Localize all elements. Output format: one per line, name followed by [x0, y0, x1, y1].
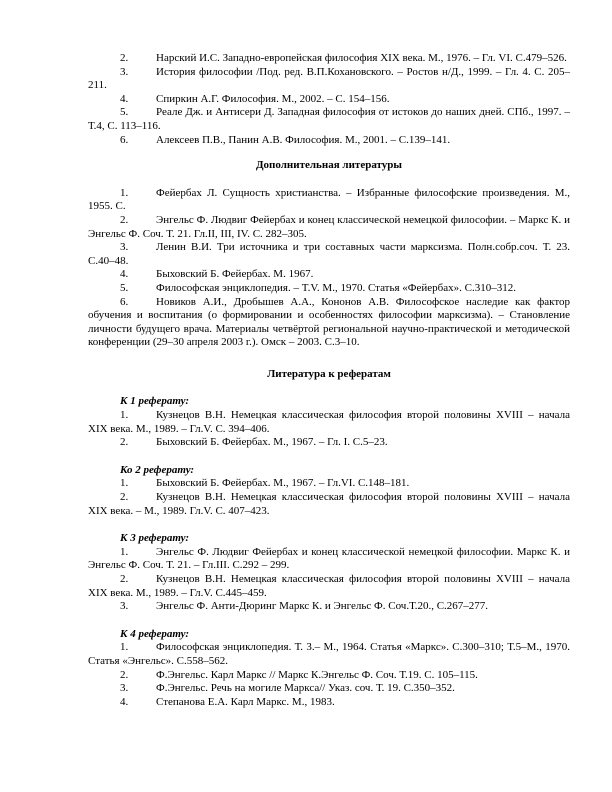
item-number: 5.	[120, 106, 129, 119]
list-item	[88, 573, 570, 600]
item-text: Нарский И.С. Западно-европейская философия XIX века. М., 1976. – Гл. VI. С.479–526.	[156, 52, 567, 64]
item-text: Быховский Б. Фейербах. М. 1967.	[156, 268, 314, 281]
item-text: Энгельс Ф. Людвиг Фейербах и конец классической немецкой философии. – Маркс К. и Энгельс Ф. Соч. Т. 21. Гл.II, III, IV. С. 282–305.	[88, 213, 570, 240]
report-group-title: К 1 реферату:	[120, 395, 190, 408]
item-number: 3.	[120, 600, 129, 613]
item-text: Реале Дж. и Антисери Д. Западная философия от истоков до наших дней. СПб., 1997. – Т.4, С. 113–116.	[88, 106, 570, 132]
list-item	[88, 491, 570, 518]
item-number: 2.	[120, 491, 129, 504]
item-text: Спиркин А.Г. Философия. М., 2002. – С. 154–156.	[156, 92, 390, 105]
item-text: История философии /Под. ред. В.П.Кохановского. – Ростов н/Д., 1999. – Гл. 4. С. 205–211.	[88, 65, 570, 92]
item-text: Алексеев П.В., Панин А.В. Философия. М., 2001. – С.139–141.	[156, 133, 451, 146]
list-item	[88, 187, 570, 214]
item-number: 2.	[120, 213, 129, 226]
document-page	[88, 52, 570, 709]
list-item	[88, 296, 570, 350]
list-item	[88, 268, 570, 282]
list-item	[88, 106, 570, 133]
list-item	[88, 696, 570, 710]
item-number: 3.	[120, 241, 129, 254]
reports-literature-heading: Литература к рефератам	[267, 367, 391, 380]
list-item	[88, 409, 570, 436]
report-group-3	[88, 532, 570, 614]
item-number: 2.	[120, 52, 129, 64]
item-number: 1.	[120, 186, 129, 199]
item-text: Кузнецов В.Н. Немецкая классическая философия второй половины XVIII – начала XIX века. М., 1989. – Гл.V. С.445–459.	[88, 573, 570, 599]
item-number: 1.	[120, 545, 129, 558]
list-item	[88, 66, 570, 93]
item-text: Кузнецов В.Н. Немецкая классическая философия второй половины XVIII – начала XIX века. М., 1989. – Гл.V. С. 394–406.	[88, 409, 570, 435]
report-group-2	[88, 464, 570, 518]
item-text: Степанова Е.А. Карл Маркс. М., 1983.	[156, 695, 335, 708]
list-item	[88, 641, 570, 668]
report-group-4	[88, 628, 570, 710]
item-text: Кузнецов В.Н. Немецкая классическая философия второй половины XVIII – начала XIX века. – М., 1989. Гл.V. С. 407–423.	[88, 491, 570, 517]
item-text: Новиков А.И., Дробышев А.А., Кононов А.В. Философское наследие как фактор обучения и воспитания (о формировании и особенностях философии марксизма). – Становление личности будущего врача. Материалы четвёртой региональной научно-практической и методической конференции (29–30 апреля 2003 г.). Омск – 2003. С.3–10.	[88, 295, 570, 349]
item-number: 3.	[120, 682, 129, 695]
item-number: 6.	[120, 295, 129, 308]
item-text: Быховский Б. Фейербах. М., 1967. – Гл. I. С.5–23.	[156, 436, 388, 449]
item-text: Ф.Энгельс. Речь на могиле Маркса// Указ. соч. Т. 19. С.350–352.	[156, 682, 455, 695]
item-number: 6.	[120, 133, 129, 146]
item-text: Энгельс Ф. Анти-Дюринг Маркс К. и Энгельс Ф. Соч.Т.20., С.267–277.	[156, 600, 489, 613]
report-group-title: К 3 реферату:	[120, 532, 190, 545]
item-text: Ф.Энгельс. Карл Маркс // Маркс К.Энгельс Ф. Соч. Т.19. С. 105–115.	[156, 668, 478, 681]
item-number: 4.	[120, 268, 129, 281]
item-text: Философская энциклопедия. – T.V. М., 1970. Статья «Фейербах». С.310–312.	[156, 281, 516, 294]
list-item	[88, 52, 570, 66]
item-number: 3.	[120, 65, 129, 78]
list-item	[88, 214, 570, 241]
item-number: 4.	[120, 92, 129, 105]
report-group-title: Ко 2 реферату:	[120, 463, 195, 476]
item-number: 5.	[120, 281, 129, 294]
list-item	[88, 241, 570, 268]
list-item	[88, 546, 570, 573]
list-item	[88, 134, 570, 148]
additional-literature-heading: Дополнительная литературы	[255, 159, 402, 172]
item-number: 2.	[120, 573, 129, 585]
item-number: 4.	[120, 695, 129, 708]
item-number: 1.	[120, 641, 129, 654]
item-text: Фейербах Л. Сущность христианства. – Избранные философские произведения. М., 1955. С.	[88, 186, 570, 213]
item-text: Энгельс Ф. Людвиг Фейербах и конец классической немецкой философии. Маркс К. и Энгельс Ф. Соч. Т. 21. – Гл.III. С.292 – 299.	[88, 545, 570, 572]
list-item	[88, 93, 570, 107]
list-item	[88, 669, 570, 683]
item-text: Философская энциклопедия. Т. 3.– М., 1964. Статья «Маркс». С.300–310; Т.5–М., 1970. Статья «Энгельс». С.558–562.	[88, 641, 570, 667]
list-item	[88, 282, 570, 296]
list-item	[88, 477, 570, 491]
item-number: 1.	[120, 477, 129, 490]
additional-literature-list	[88, 187, 570, 350]
list-item	[88, 682, 570, 696]
report-group-title: К 4 реферату:	[120, 627, 190, 640]
main-literature-list	[88, 52, 570, 147]
report-group-1	[88, 395, 570, 449]
item-text: Быховский Б. Фейербах. М., 1967. – Гл.VI. С.148–181.	[156, 477, 410, 490]
list-item	[88, 436, 570, 450]
list-item	[88, 600, 570, 614]
item-text: Ленин В.И. Три источника и три составных части марксизма. Полн.собр.соч. Т. 23. С.40–48.	[88, 241, 570, 267]
item-number: 2.	[120, 436, 129, 449]
item-number: 2.	[120, 668, 129, 681]
item-number: 1.	[120, 409, 129, 422]
